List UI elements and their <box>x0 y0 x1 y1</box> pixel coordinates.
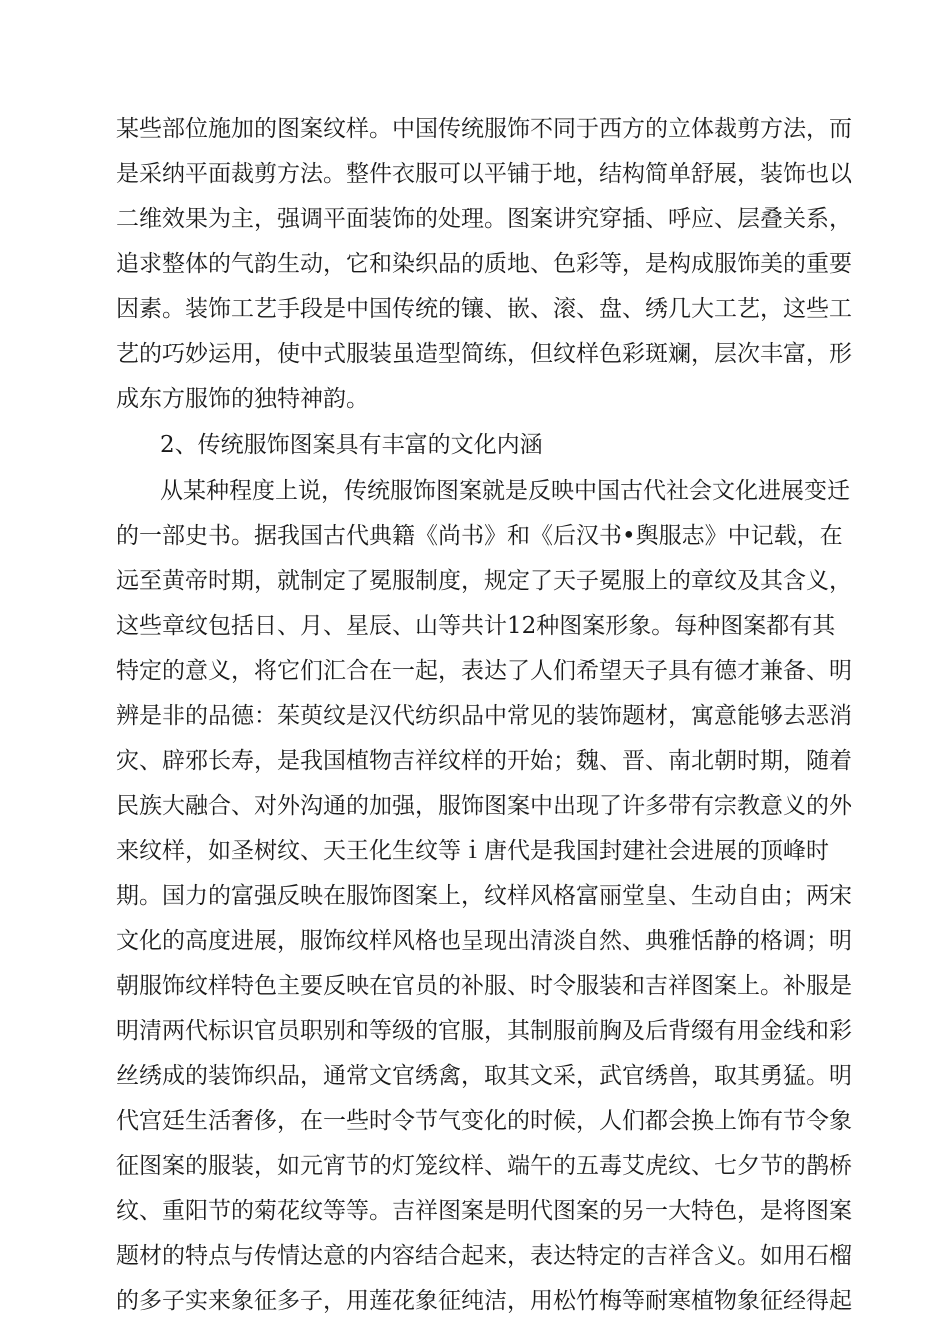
paragraph-line: 的多子实来象征多子，用莲花象征纯洁，用松竹梅等耐寒植物象征经得起 <box>116 1288 852 1314</box>
paragraph-line: 征图案的服装，如元宵节的灯笼纹样、端午的五毒艾虎纹、七夕节的鹊桥 <box>116 1153 852 1179</box>
paragraph-line: 民族大融合、对外沟通的加强，服饰图案中出现了许多带有宗教意义的外 <box>116 793 852 819</box>
section-heading: 2、传统服饰图案具有丰富的文化内涵 <box>160 432 543 458</box>
paragraph-line: 艺的巧妙运用，使中式服装虽造型简练，但纹样色彩斑斓，层次丰富，形 <box>116 341 852 367</box>
paragraph-line: 辨是非的品德：茱萸纹是汉代纺织品中常见的装饰题材，寓意能够去恶消 <box>116 703 852 729</box>
paragraph-line: 因素。装饰工艺手段是中国传统的镶、嵌、滚、盘、绣几大工艺，这些工 <box>116 296 852 322</box>
paragraph-line: 丝绣成的装饰织品，通常文官绣禽，取其文采，武官绣兽，取其勇猛。明 <box>116 1063 852 1089</box>
paragraph-line: 明清两代标识官员职别和等级的官服，其制服前胸及后背缀有用金线和彩 <box>116 1018 852 1044</box>
paragraph-line: 成东方服饰的独特神韵。 <box>116 386 369 412</box>
paragraph-line: 这些章纹包括日、月、星辰、山等共计12种图案形象。每种图案都有其 <box>116 613 836 639</box>
paragraph-line: 文化的高度进展，服饰纹样风格也呈现出清淡自然、典雅恬静的格调；明 <box>116 928 852 954</box>
paragraph-line: 是采纳平面裁剪方法。整件衣服可以平铺于地，结构简单舒展，装饰也以 <box>116 161 852 187</box>
paragraph-line: 的一部史书。据我国古代典籍《尚书》和《后汉书•舆服志》中记载，在 <box>116 523 843 549</box>
paragraph-line: 二维效果为主，强调平面装饰的处理。图案讲究穿插、呼应、层叠关系， <box>116 206 852 232</box>
paragraph-line: 灾、辟邪长寿，是我国植物吉祥纹样的开始；魏、晋、南北朝时期，随着 <box>116 748 852 774</box>
paragraph-line: 朝服饰纹样特色主要反映在官员的补服、时令服装和吉祥图案上。补服是 <box>116 973 852 999</box>
paragraph-line: 从某种程度上说，传统服饰图案就是反映中国古代社会文化进展变迁 <box>160 478 850 504</box>
paragraph-line: 代宫廷生活奢侈，在一些时令节气变化的时候，人们都会换上饰有节令象 <box>116 1108 852 1134</box>
paragraph-line: 期。国力的富强反映在服饰图案上，纹样风格富丽堂皇、生动自由；两宋 <box>116 883 852 909</box>
paragraph-line: 远至黄帝时期，就制定了冕服制度，规定了天子冕服上的章纹及其含义， <box>116 568 852 594</box>
paragraph-line: 题材的特点与传情达意的内容结合起来，表达特定的吉祥含义。如用石榴 <box>116 1243 852 1269</box>
paragraph-line: 纹、重阳节的菊花纹等等。吉祥图案是明代图案的另一大特色，是将图案 <box>116 1198 852 1224</box>
paragraph-line: 追求整体的气韵生动，它和染织品的质地、色彩等，是构成服饰美的重要 <box>116 251 852 277</box>
paragraph-line: 某些部位施加的图案纹样。中国传统服饰不同于西方的立体裁剪方法，而 <box>116 116 852 142</box>
paragraph-line: 特定的意义，将它们汇合在一起，表达了人们希望天子具有德才兼备、明 <box>116 658 852 684</box>
paragraph-line: 来纹样，如圣树纹、天王化生纹等ｉ唐代是我国封建社会进展的顶峰时 <box>116 838 829 864</box>
